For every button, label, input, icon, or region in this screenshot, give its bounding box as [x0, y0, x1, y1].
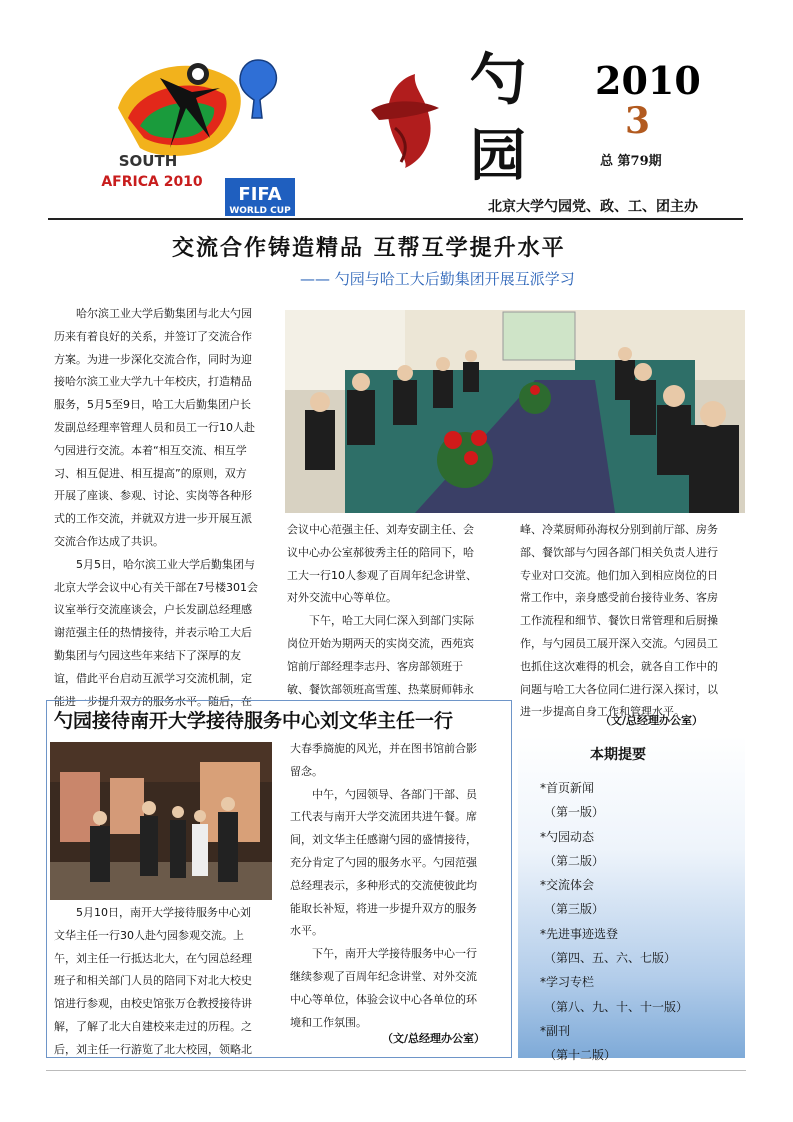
lead-article-column-1 — [54, 303, 270, 713]
text-line: 充分肯定了勺园的服务水平。勺园范强 — [290, 855, 477, 869]
text-line: 大春季旖旎的风光，并在图书馆前合影 — [290, 742, 477, 755]
text-line: 下午，南开大学接待服务中心一行 — [312, 947, 477, 961]
second-article-column-left — [54, 902, 272, 1062]
text-line: 留念。 — [290, 764, 323, 778]
text-line: 班子和相关部门人员的陪同下对北大校史 — [54, 974, 252, 988]
text-line: 岗位开始为期两天的实岗交流，西苑宾 — [287, 636, 474, 650]
text-line: 发副总经理率管理人员和员工一行10人赴 — [54, 420, 255, 434]
text-line: 能取长补短，将进一步提升双方的服务 — [290, 901, 477, 915]
text-line: 总经理表示，多种形式的交流使彼此均 — [290, 878, 477, 892]
text-line: 馆前厅部经理李志丹、客房部领班于 — [287, 659, 463, 673]
second-article-byline: （文/总经理办公室） — [382, 1032, 486, 1045]
text-line: 谊，借此平台启动互派学习交流机制，定 — [54, 671, 252, 685]
text-line: 解，了解了北大自建校来走过的历程。之 — [54, 1019, 252, 1033]
text-line: 中心等单位，体验会议中心各单位的环 — [290, 992, 477, 1006]
contents-pages: （第二版） — [544, 853, 605, 868]
text-line: 服务，5月5至9日，哈工大后勤集团户长 — [54, 398, 251, 412]
text-line: 午，刘主任一行抵达北大，在勺园总经理 — [54, 951, 252, 965]
text-line: 5月10日，南开大学接待服务中心刘 — [76, 906, 251, 919]
second-article-column-right — [290, 738, 502, 1034]
contents-section[interactable]: *副刊 — [540, 1023, 571, 1038]
text-line: 议中心办公室郝彼秀主任的陪同下，哈 — [287, 545, 474, 559]
africa-wordmark: AFRICA 2010 — [101, 174, 203, 190]
contents-section[interactable]: *勺园动态 — [540, 829, 595, 844]
lead-headline: 交流合作铸造精品 互帮互学提升水平 — [172, 235, 566, 261]
text-line: 交流合作达成了共识。 — [54, 534, 164, 548]
page-bottom-rule — [46, 1070, 746, 1071]
text-line: 议室举行交流座谈会，户长发副总经理感 — [54, 603, 252, 617]
text-line: 馆进行参观，由校史馆张万仓教授接待讲 — [54, 997, 252, 1011]
fifa-world-cup-logo — [100, 48, 300, 218]
south-wordmark: SOUTH — [118, 152, 178, 170]
museum-visit-photo — [50, 742, 272, 900]
lead-article-column-3 — [520, 519, 742, 724]
text-line: 勺园进行交流。本着“相互交流、相互学 — [54, 443, 247, 457]
text-line: 后，刘主任一行游览了北大校园，领略北 — [54, 1042, 252, 1056]
text-line: 下午，哈工大同仁深入到部门实际 — [309, 614, 474, 628]
text-line: 习、相互促进、相互提高”的原则，双方 — [54, 466, 247, 480]
issue-month: 3 — [625, 100, 651, 142]
text-line: 会议中心范强主任、刘寿安副主任、会 — [287, 523, 474, 536]
text-line: 历来有着良好的关系，并签订了交流合作 — [54, 329, 252, 343]
text-line: 勤集团与勺园这些年来结下了深厚的友 — [54, 648, 241, 662]
text-line: 水平。 — [290, 924, 323, 938]
text-line: 也抓住这次难得的机会，就各自工作中的 — [520, 659, 718, 673]
lead-article-column-2 — [287, 519, 505, 701]
contents-pages: （第八、九、十、十一版） — [544, 999, 689, 1014]
publisher-line: 北京大学勺园党、政、工、团主办 — [488, 199, 698, 215]
contents-title: 本期提要 — [590, 747, 646, 763]
text-line: 文华主任一行30人赴勺园参观交流。上 — [54, 928, 244, 942]
text-line: 方案。为进一步深化交流合作，同时为迎 — [54, 352, 252, 366]
text-line: 境和工作氛围。 — [290, 1015, 367, 1029]
text-line: 接哈尔滨工业大学九十年校庆，打造精品 — [54, 375, 252, 389]
text-line: 问题与哈工大各位同仁进行深入探讨，以 — [520, 682, 718, 696]
masthead-title-char-2: 园 — [470, 123, 526, 189]
lead-subheadline: —— 勺园与哈工大后勤集团开展互派学习 — [300, 270, 575, 288]
text-line: 部、餐饮部与勺园各部门相关负责人进行 — [520, 545, 718, 559]
text-line: 作，与勺园员工展开深入交流。勺园员工 — [520, 636, 718, 650]
text-line: 北京大学会议中心有关干部在7号楼301会 — [54, 580, 258, 594]
world-cup-wordmark: WORLD CUP — [229, 206, 291, 216]
text-line: 对外交流中心等单位。 — [287, 591, 397, 605]
text-line: 专业对口交流。他们加入到相应岗位的日 — [520, 568, 718, 582]
fifa-wordmark: FIFA — [238, 184, 282, 205]
text-line: 常工作中，亲身感受前台接待业务、客房 — [520, 591, 718, 605]
contents-section[interactable]: *学习专栏 — [540, 975, 595, 990]
text-line: 间，刘文华主任感谢勺园的盛情接待， — [290, 833, 477, 847]
text-line: 5月5日，哈尔滨工业大学后勤集团与 — [76, 557, 255, 571]
text-line: 开展了座谈、参观、讨论、实岗等各种形 — [54, 489, 252, 503]
meeting-photo — [285, 310, 745, 513]
text-line: 能进一步提升双方的服务水平。随后，在 — [54, 694, 252, 708]
shaoyuan-emblem — [365, 70, 443, 170]
text-line: 工大一行10人参观了百周年纪念讲堂、 — [287, 568, 477, 582]
text-line: 进一步提高自身工作和管理水平。 — [520, 705, 685, 719]
text-line: 敏、餐饮部领班高雪莲、热菜厨师韩永 — [287, 682, 474, 696]
contents-section[interactable]: *首页新闻 — [540, 781, 595, 795]
contents-pages: （第三版） — [544, 902, 605, 917]
text-line: 哈尔滨工业大学后勤集团与北大勺园 — [76, 307, 252, 320]
text-line: 工作流程和细节、餐饮日常管理和后厨操 — [520, 614, 718, 628]
text-line: 中午，勺园领导、各部门干部、员 — [312, 787, 477, 801]
text-line: 继续参观了百周年纪念讲堂、对外交流 — [290, 969, 477, 983]
text-line: 工代表与南开大学交流团共进午餐。席 — [290, 810, 477, 824]
contents-pages: （第四、五、六、七版） — [544, 951, 677, 966]
issue-year: 2010 — [595, 58, 701, 103]
contents-pages: （第一版） — [544, 805, 605, 820]
masthead-divider — [48, 218, 743, 220]
contents-pages: （第十二版） — [544, 1048, 617, 1063]
masthead-title-char-1: 勺 — [470, 47, 526, 113]
second-article-title: 勺园接待南开大学接待服务中心刘文华主任一行 — [54, 710, 454, 732]
lead-article-byline: （文/总经理办公室） — [600, 714, 704, 727]
contents-section[interactable]: *交流体会 — [540, 878, 595, 893]
text-line: 式的工作交流，并就双方进一步开展互派 — [54, 512, 252, 526]
text-line: 峰、冷菜厨师孙海权分别到前厅部、房务 — [520, 523, 718, 536]
contents-list — [530, 776, 740, 1068]
issue-total-number: 总 第79期 — [600, 154, 662, 169]
text-line: 谢范强主任的热情接待，并表示哈工大后 — [54, 626, 252, 640]
contents-section[interactable]: *先进事迹选登 — [540, 926, 619, 941]
